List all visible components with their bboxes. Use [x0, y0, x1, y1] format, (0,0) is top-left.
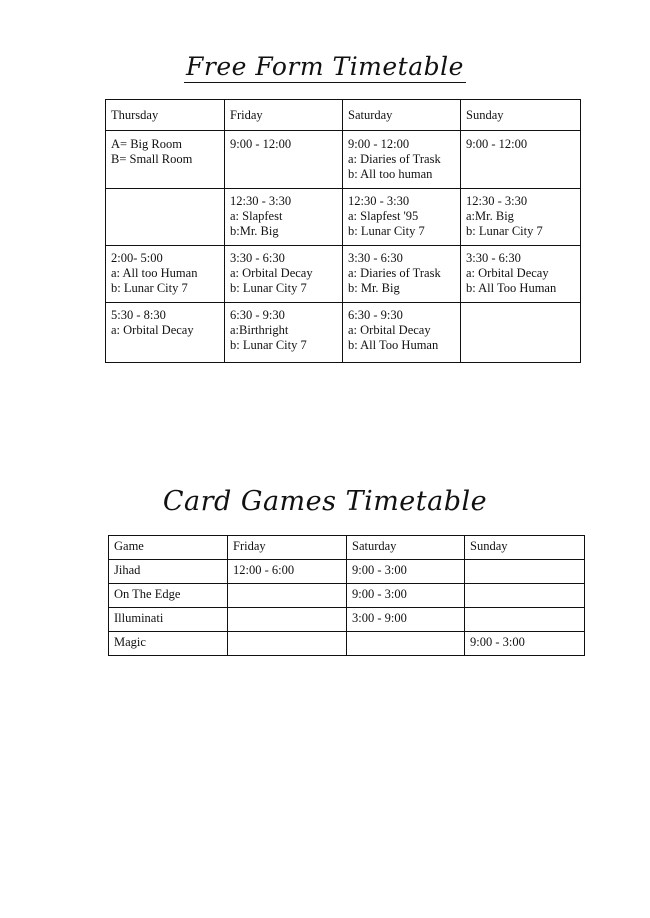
cell-game: On The Edge	[109, 584, 228, 608]
table-row	[106, 189, 581, 246]
card-games-title	[0, 486, 650, 517]
header-sunday: Sunday	[465, 536, 585, 560]
cell-line: a: Orbital Decay	[348, 323, 431, 337]
cell-saturday	[343, 303, 461, 363]
free-form-header-row	[106, 100, 581, 131]
table-row	[109, 608, 585, 632]
cell-line: a: Slapfest '95	[348, 209, 419, 223]
card-games-header-row	[109, 536, 585, 560]
cell-friday	[225, 246, 343, 303]
cell-line: 5:30 - 8:30	[111, 308, 166, 322]
cell-saturday	[343, 246, 461, 303]
cell-friday	[228, 608, 347, 632]
cell-line: a: Diaries of Trask	[348, 266, 441, 280]
cell-friday	[225, 189, 343, 246]
card-games-title-text: Card Games Timetable	[162, 486, 488, 517]
cell-line: a: Diaries of Trask	[348, 152, 441, 166]
cell-sunday	[465, 560, 585, 584]
cell-line: b:Mr. Big	[230, 224, 279, 238]
cell-saturday	[347, 632, 465, 656]
free-form-timetable	[105, 99, 581, 363]
cell-saturday	[343, 131, 461, 189]
cell-line: 9:00 - 12:00	[230, 137, 292, 151]
cell-line: 3:30 - 6:30	[466, 251, 521, 265]
cell-line: 6:30 - 9:30	[230, 308, 285, 322]
cell-line: 9:00 - 12:00	[348, 137, 410, 151]
table-row	[106, 246, 581, 303]
cell-line: b: All Too Human	[466, 281, 557, 295]
free-form-title-text: Free Form Timetable	[186, 52, 464, 81]
cell-friday	[228, 584, 347, 608]
cell-sunday	[461, 189, 581, 246]
cell-line: 12:30 - 3:30	[348, 194, 410, 208]
cell-line: 12:30 - 3:30	[230, 194, 292, 208]
cell-sunday: 9:00 - 3:00	[465, 632, 585, 656]
cell-line: 2:00- 5:00	[111, 251, 163, 265]
cell-thursday	[106, 189, 225, 246]
header-friday: Friday	[225, 100, 343, 131]
table-row	[106, 303, 581, 363]
cell-line: b: Lunar City 7	[111, 281, 188, 295]
cell-sunday	[461, 131, 581, 189]
cell-friday	[228, 632, 347, 656]
cell-thursday	[106, 303, 225, 363]
cell-line: b: All too human	[348, 167, 433, 181]
cell-friday	[225, 303, 343, 363]
cell-line: b: Lunar City 7	[348, 224, 425, 238]
cell-sunday	[461, 246, 581, 303]
cell-line: 3:30 - 6:30	[230, 251, 285, 265]
cell-line: b: Mr. Big	[348, 281, 400, 295]
cell-line: a: Orbital Decay	[230, 266, 313, 280]
cell-game: Illuminati	[109, 608, 228, 632]
header-game: Game	[109, 536, 228, 560]
cell-line: a: Orbital Decay	[466, 266, 549, 280]
cell-line: a: Slapfest	[230, 209, 283, 223]
cell-thursday	[106, 246, 225, 303]
cell-game: Magic	[109, 632, 228, 656]
cell-line: A= Big Room	[111, 137, 182, 151]
cell-friday	[225, 131, 343, 189]
table-row	[109, 584, 585, 608]
table-row	[109, 632, 585, 656]
cell-thursday	[106, 131, 225, 189]
cell-line: 12:30 - 3:30	[466, 194, 528, 208]
cell-line: 9:00 - 12:00	[466, 137, 528, 151]
cell-line: a: Orbital Decay	[111, 323, 194, 337]
cell-saturday: 9:00 - 3:00	[347, 560, 465, 584]
cell-line: a:Birthright	[230, 323, 289, 337]
cell-saturday: 3:00 - 9:00	[347, 608, 465, 632]
header-thursday: Thursday	[106, 100, 225, 131]
cell-sunday	[465, 584, 585, 608]
cell-line: 6:30 - 9:30	[348, 308, 403, 322]
header-friday: Friday	[228, 536, 347, 560]
free-form-title	[0, 52, 650, 83]
cell-line: a: All too Human	[111, 266, 198, 280]
cell-saturday	[343, 189, 461, 246]
table-row	[106, 131, 581, 189]
table-row	[109, 560, 585, 584]
cell-line: 3:30 - 6:30	[348, 251, 403, 265]
cell-saturday: 9:00 - 3:00	[347, 584, 465, 608]
cell-line: b: Lunar City 7	[466, 224, 543, 238]
cell-line: b: Lunar City 7	[230, 281, 307, 295]
card-games-timetable	[108, 535, 585, 656]
header-sunday: Sunday	[461, 100, 581, 131]
cell-line: b: Lunar City 7	[230, 338, 307, 352]
cell-friday: 12:00 - 6:00	[228, 560, 347, 584]
cell-line: a:Mr. Big	[466, 209, 514, 223]
cell-line: b: All Too Human	[348, 338, 439, 352]
cell-game: Jihad	[109, 560, 228, 584]
header-saturday: Saturday	[343, 100, 461, 131]
cell-line: B= Small Room	[111, 152, 193, 166]
header-saturday: Saturday	[347, 536, 465, 560]
cell-sunday	[465, 608, 585, 632]
cell-sunday	[461, 303, 581, 363]
